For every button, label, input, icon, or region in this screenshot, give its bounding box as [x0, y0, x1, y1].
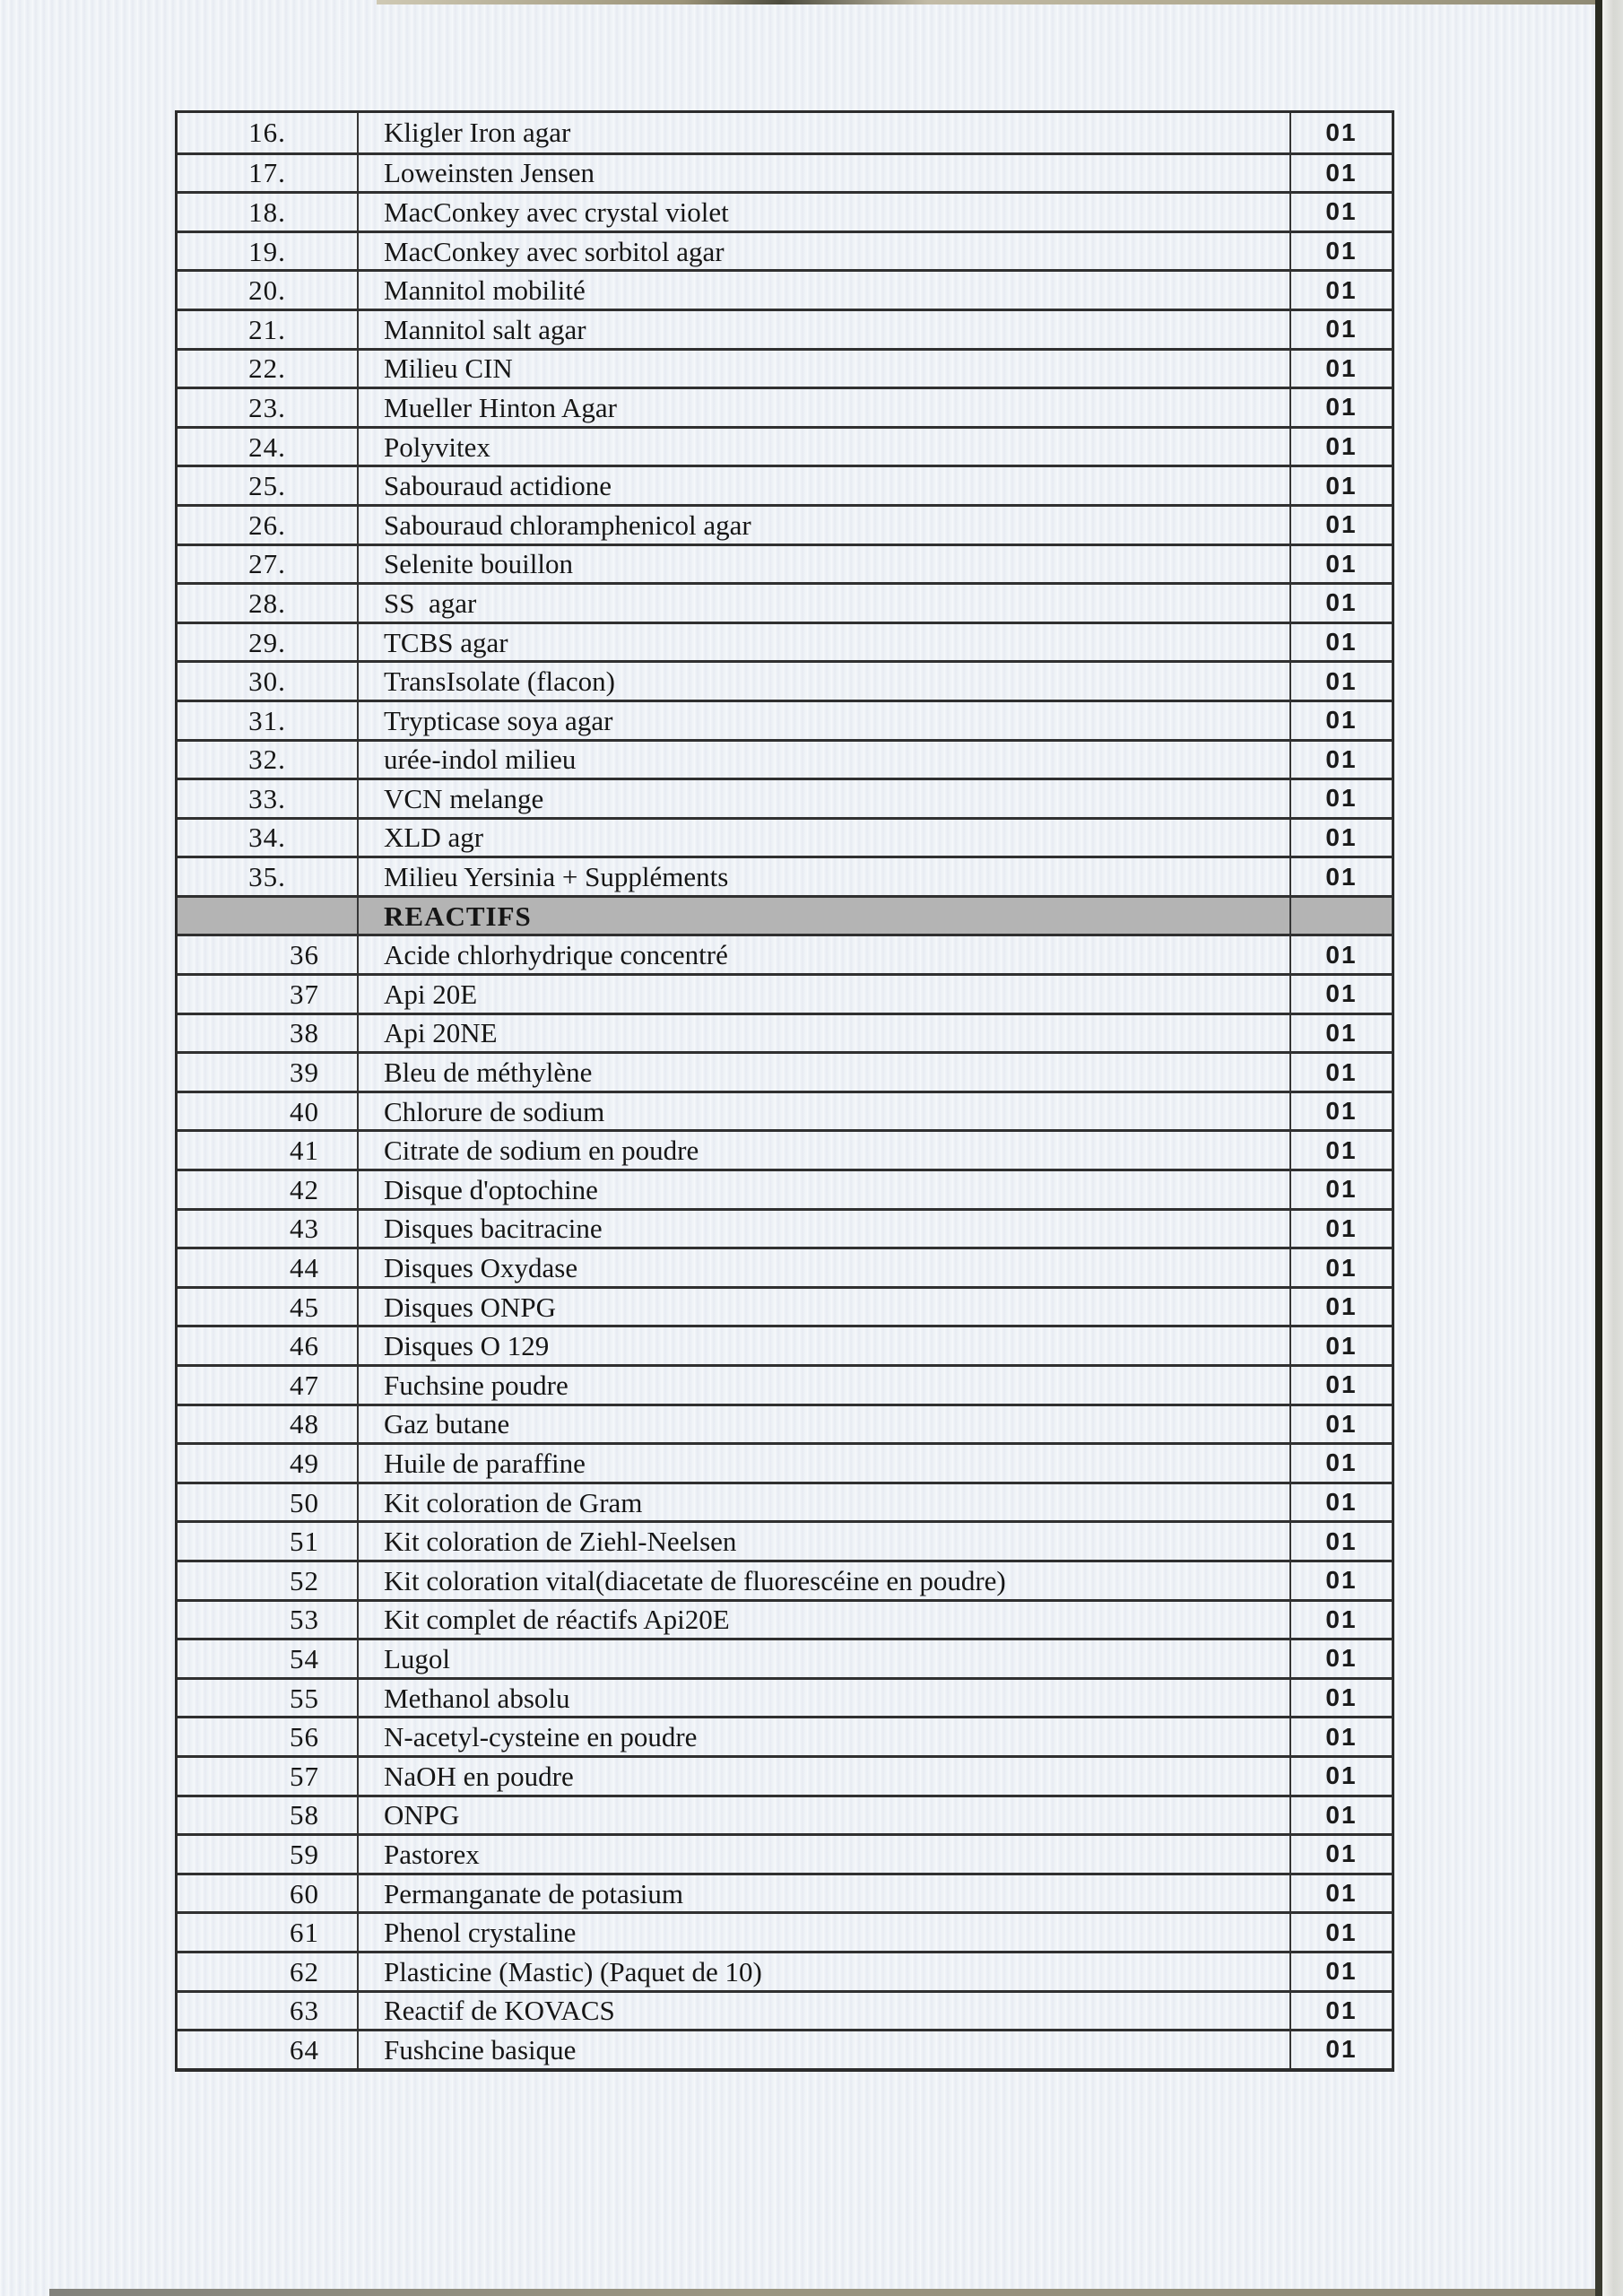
designation-cell: Phenol crystaline: [359, 1914, 1291, 1951]
designation-cell: Fushcine basique: [359, 2031, 1291, 2068]
scanner-background: [1602, 0, 1623, 2296]
quantity-cell: 01: [1325, 1253, 1358, 1282]
quantity-cell: 01: [1325, 197, 1358, 226]
quantity-cell: 01: [1325, 1566, 1358, 1595]
designation-cell: Huile de paraffine: [359, 1445, 1291, 1482]
quantity-cell: 01: [1325, 1370, 1358, 1399]
row-number-cell: 58: [178, 1797, 359, 1834]
quantity-cell: 01: [1325, 862, 1358, 891]
page-edge-shadow: [1595, 0, 1602, 2296]
designation-cell: N-acetyl-cysteine en poudre: [359, 1718, 1291, 1755]
designation-cell: Plasticine (Mastic) (Paquet de 10): [359, 1953, 1291, 1990]
row-number-cell: 49: [178, 1445, 359, 1482]
row-number-cell: 46: [178, 1327, 359, 1364]
table-row: [178, 1091, 1392, 1130]
row-number-cell: 47: [178, 1367, 359, 1404]
table-row: [178, 778, 1392, 817]
designation-cell: Bleu de méthylène: [359, 1054, 1291, 1091]
designation-cell: TransIsolate (flacon): [359, 663, 1291, 700]
row-number-cell: 24.: [178, 429, 359, 465]
quantity-cell: 01: [1325, 432, 1358, 461]
row-number-cell: 44: [178, 1249, 359, 1286]
quantity-cell: 01: [1325, 1018, 1358, 1047]
table-row: [178, 544, 1392, 583]
row-number-cell: 60: [178, 1875, 359, 1912]
quantity-cell: 01: [1325, 1135, 1358, 1164]
quantity-cell: 01: [1325, 117, 1358, 146]
table-row: [178, 269, 1392, 309]
designation-cell: Disques O 129: [359, 1327, 1291, 1364]
designation-cell: Mannitol mobilité: [359, 272, 1291, 309]
designation-cell: Mueller Hinton Agar: [359, 389, 1291, 426]
designation-cell: Milieu CIN: [359, 351, 1291, 387]
row-number-cell: 39: [178, 1054, 359, 1091]
row-number-cell: 19.: [178, 233, 359, 270]
row-number-cell: 41: [178, 1132, 359, 1169]
quantity-cell: 01: [1325, 353, 1358, 382]
row-number-cell: 27.: [178, 546, 359, 583]
row-number-cell: 45: [178, 1289, 359, 1326]
scanner-edge-bottom: [49, 2289, 1601, 2296]
table-row: [178, 309, 1392, 348]
table-row: [178, 465, 1392, 504]
quantity-cell: 01: [1325, 510, 1358, 539]
designation-cell: Kit coloration de Ziehl-Neelsen: [359, 1523, 1291, 1560]
quantity-cell: 01: [1325, 940, 1358, 969]
designation-cell: Loweinsten Jensen: [359, 155, 1291, 192]
quantity-cell: 01: [1325, 1605, 1358, 1633]
designation-cell: Disque d'optochine: [359, 1171, 1291, 1208]
quantity-cell: 01: [1325, 1488, 1358, 1517]
quantity-cell: 01: [1325, 1409, 1358, 1438]
table-row: [178, 1051, 1392, 1091]
designation-cell: Disques bacitracine: [359, 1211, 1291, 1248]
designation-cell: Methanol absolu: [359, 1680, 1291, 1717]
table-row: [178, 817, 1392, 857]
table-row: [178, 582, 1392, 622]
table-row: [178, 1795, 1392, 1834]
designation-cell: urée-indol milieu: [359, 742, 1291, 778]
table-row: [178, 1404, 1392, 1443]
designation-cell: Trypticase soya agar: [359, 702, 1291, 739]
row-number-cell: 63: [178, 1993, 359, 2030]
designation-cell: Fuchsine poudre: [359, 1367, 1291, 1404]
quantity-cell: 01: [1325, 471, 1358, 500]
row-number-cell: 30.: [178, 663, 359, 700]
table-row: [178, 1716, 1392, 1755]
quantity-cell: 01: [1325, 1761, 1358, 1790]
designation-cell: VCN melange: [359, 780, 1291, 817]
row-number-cell: 43: [178, 1211, 359, 1248]
table-row: [178, 1286, 1392, 1326]
designation-cell: ONPG: [359, 1797, 1291, 1834]
table-row: [178, 426, 1392, 465]
quantity-cell: 01: [1325, 822, 1358, 851]
table-row: [178, 504, 1392, 544]
table-row: [178, 1364, 1392, 1404]
quantity-cell: 01: [1325, 628, 1358, 657]
quantity-cell: 01: [1325, 1057, 1358, 1086]
table-row: [178, 622, 1392, 661]
designation-cell: Disques Oxydase: [359, 1249, 1291, 1286]
table-row: [178, 1873, 1392, 1912]
designation-cell: TCBS agar: [359, 624, 1291, 661]
designation-cell: Gaz butane: [359, 1406, 1291, 1443]
quantity-cell: 01: [1325, 549, 1358, 578]
quantity-cell: 01: [1325, 1526, 1358, 1555]
table-row: [178, 1520, 1392, 1560]
table-row: [178, 348, 1392, 387]
row-number-cell: 21.: [178, 311, 359, 348]
table-row: [178, 1013, 1392, 1052]
row-number-cell: 62: [178, 1953, 359, 1990]
row-number-cell: 22.: [178, 351, 359, 387]
quantity-cell: 01: [1325, 1918, 1358, 1946]
designation-cell: Api 20NE: [359, 1015, 1291, 1052]
table-row: [178, 1911, 1392, 1951]
row-number-cell: 37: [178, 976, 359, 1013]
row-number-cell: 31.: [178, 702, 359, 739]
row-number-cell: 33.: [178, 780, 359, 817]
designation-cell: SS agar: [359, 585, 1291, 622]
table-row: [178, 1129, 1392, 1169]
table-row: [178, 2029, 1392, 2068]
designation-cell: Citrate de sodium en poudre: [359, 1132, 1291, 1169]
row-number-cell: 29.: [178, 624, 359, 661]
table-row: [178, 1169, 1392, 1208]
table-row: [178, 1833, 1392, 1873]
designation-cell: XLD agr: [359, 820, 1291, 857]
row-number-cell: 59: [178, 1836, 359, 1873]
quantity-cell: 01: [1325, 2035, 1358, 2064]
table-row: [178, 1638, 1392, 1677]
designation-cell: Disques ONPG: [359, 1289, 1291, 1326]
designation-cell: Mannitol salt agar: [359, 311, 1291, 348]
quantity-cell: 01: [1325, 1331, 1358, 1360]
quantity-cell: 01: [1325, 158, 1358, 187]
row-number-cell: 53: [178, 1602, 359, 1639]
designation-cell: Polyvitex: [359, 429, 1291, 465]
row-number-cell: 50: [178, 1484, 359, 1521]
table-row: [178, 152, 1392, 192]
row-number-cell: 20.: [178, 272, 359, 309]
row-number-cell: [178, 898, 359, 935]
table-row: [178, 660, 1392, 700]
row-number-cell: 42: [178, 1171, 359, 1208]
table-row: [178, 934, 1392, 973]
designation-cell: Sabouraud chloramphenicol agar: [359, 507, 1291, 544]
row-number-cell: 55: [178, 1680, 359, 1717]
row-number-cell: 48: [178, 1406, 359, 1443]
designation-cell: MacConkey avec sorbitol agar: [359, 233, 1291, 270]
table-row: [178, 700, 1392, 739]
quantity-cell: 01: [1325, 1175, 1358, 1204]
row-number-cell: 34.: [178, 820, 359, 857]
quantity-cell: 01: [1325, 588, 1358, 617]
quantity-cell: 01: [1325, 1800, 1358, 1829]
row-number-cell: 16.: [178, 113, 359, 152]
row-number-cell: 64: [178, 2031, 359, 2068]
row-number-cell: 35.: [178, 858, 359, 895]
table-row: [178, 1677, 1392, 1717]
table-row: [178, 1599, 1392, 1639]
row-number-cell: 18.: [178, 194, 359, 230]
designation-cell: Lugol: [359, 1640, 1291, 1677]
designation-cell: Reactif de KOVACS: [359, 1993, 1291, 2030]
table-row: [178, 973, 1392, 1013]
row-number-cell: 26.: [178, 507, 359, 544]
row-number-cell: 56: [178, 1718, 359, 1755]
row-number-cell: 61: [178, 1914, 359, 1951]
table-row: [178, 230, 1392, 270]
section-title: REACTIFS: [359, 898, 1291, 935]
row-number-cell: 57: [178, 1758, 359, 1795]
table-row: [178, 1325, 1392, 1364]
designation-cell: Kit coloration vital(diacetate de fluorescéine en poudre): [359, 1562, 1291, 1599]
quantity-cell: 01: [1325, 979, 1358, 1008]
quantity-cell: 01: [1325, 1996, 1358, 2024]
designation-cell: Kit coloration de Gram: [359, 1484, 1291, 1521]
quantity-cell: 01: [1325, 666, 1358, 695]
quantity-cell: 01: [1325, 315, 1358, 344]
designation-cell: MacConkey avec crystal violet: [359, 194, 1291, 230]
table-row: [178, 1208, 1392, 1248]
row-number-cell: 51: [178, 1523, 359, 1560]
quantity-cell: 01: [1325, 1879, 1358, 1908]
row-number-cell: 40: [178, 1093, 359, 1130]
designation-cell: Kit complet de réactifs Api20E: [359, 1602, 1291, 1639]
quantity-cell: 01: [1325, 1644, 1358, 1673]
designation-cell: Milieu Yersinia + Suppléments: [359, 858, 1291, 895]
designation-cell: Api 20E: [359, 976, 1291, 1013]
scanner-edge-top: [377, 0, 1601, 4]
row-number-cell: 25.: [178, 467, 359, 504]
table-row: [178, 1951, 1392, 1990]
designation-cell: Chlorure de sodium: [359, 1093, 1291, 1130]
quantity-cell: 01: [1325, 1448, 1358, 1477]
table-row: [178, 739, 1392, 778]
designation-cell: Pastorex: [359, 1836, 1291, 1873]
table-row: [178, 1482, 1392, 1521]
quantity-cell: 01: [1325, 1097, 1358, 1126]
row-number-cell: 28.: [178, 585, 359, 622]
table-row: [178, 191, 1392, 230]
quantity-cell: 01: [1325, 1957, 1358, 1986]
table-row: [178, 1990, 1392, 2030]
quantity-cell: [1291, 898, 1392, 935]
quantity-cell: 01: [1325, 1292, 1358, 1321]
designation-cell: Kligler Iron agar: [359, 113, 1291, 152]
designation-cell: Sabouraud actidione: [359, 467, 1291, 504]
quantity-cell: 01: [1325, 1213, 1358, 1242]
quantity-cell: 01: [1325, 706, 1358, 735]
row-number-cell: 36: [178, 936, 359, 973]
designation-cell: Selenite bouillon: [359, 546, 1291, 583]
section-header-row: [178, 895, 1392, 935]
table-row: [178, 113, 1392, 152]
row-number-cell: 32.: [178, 742, 359, 778]
quantity-cell: 01: [1325, 275, 1358, 304]
row-number-cell: 52: [178, 1562, 359, 1599]
quantity-cell: 01: [1325, 1722, 1358, 1751]
table-row: [178, 1755, 1392, 1795]
quantity-cell: 01: [1325, 393, 1358, 422]
row-number-cell: 38: [178, 1015, 359, 1052]
quantity-cell: 01: [1325, 237, 1358, 265]
designation-cell: NaOH en poudre: [359, 1758, 1291, 1795]
designation-cell: Permanganate de potasium: [359, 1875, 1291, 1912]
row-number-cell: 23.: [178, 389, 359, 426]
quantity-cell: 01: [1325, 784, 1358, 813]
table-row: [178, 1442, 1392, 1482]
row-number-cell: 17.: [178, 155, 359, 192]
supplies-table: [175, 110, 1394, 2072]
row-number-cell: 54: [178, 1640, 359, 1677]
table-row: [178, 1247, 1392, 1286]
quantity-cell: 01: [1325, 744, 1358, 773]
table-row: [178, 1560, 1392, 1599]
table-row: [178, 387, 1392, 426]
quantity-cell: 01: [1325, 1839, 1358, 1868]
table-row: [178, 856, 1392, 895]
quantity-cell: 01: [1325, 1683, 1358, 1712]
designation-cell: Acide chlorhydrique concentré: [359, 936, 1291, 973]
